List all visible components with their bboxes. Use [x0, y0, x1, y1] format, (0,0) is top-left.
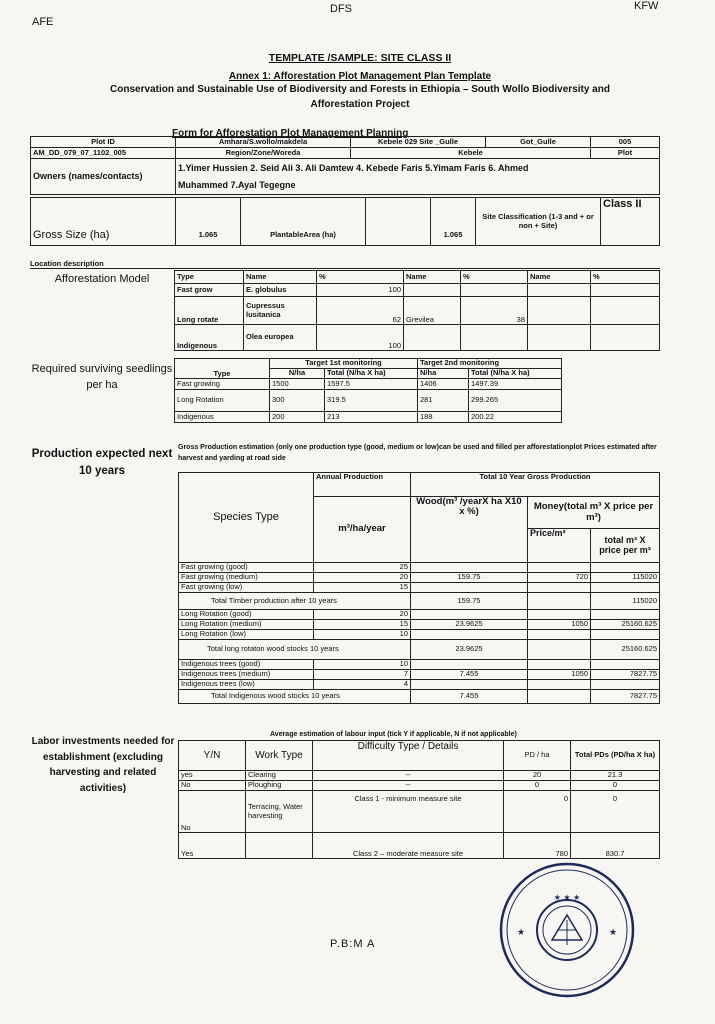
header-right: KFW — [634, 0, 659, 12]
col-name: Name — [244, 271, 317, 284]
col-nha: N/ha — [270, 369, 325, 379]
header-center: DFS — [330, 3, 352, 15]
table-row: Indigenous 200 213 188 200.22 — [175, 412, 661, 423]
production-note: Gross Production estimation (only one production type (good, medium or low)can be used and filled per afforestationplot Prices estimated after harvest and yarding at road side — [178, 444, 657, 462]
plot-label: Plot — [591, 148, 660, 159]
owners-line-1: 1.Yimer Hussien 2. Seid Ali 3. Ali Damtew 4. Kebede Faris 5.Yimam Faris 6. Ahmed — [178, 163, 529, 174]
plantable-area-value: 1.065 — [431, 198, 476, 246]
table-row: yes Clearing -- 20 21.3 — [179, 771, 660, 781]
table-row: Indigenous trees (medium) 7 7.455 1050 7827.75 — [179, 670, 660, 680]
col-price: Price/m³ — [528, 529, 591, 563]
labor-label: Labor investments needed for establishment (excluding harvesting and related activities) — [31, 736, 175, 794]
project-title-line2: Afforestation Project — [310, 99, 410, 110]
location-label: Location description — [30, 259, 104, 268]
plot-number: 005 — [591, 137, 660, 148]
owners-label: Owners (names/contacts) — [31, 159, 176, 195]
col-total-2: Total (N/ha X ha) — [469, 369, 562, 379]
official-seal-icon — [497, 860, 637, 1000]
afforestation-table — [174, 270, 660, 351]
table-row: Fast growing (medium) 20 159.75 720 115020 — [179, 573, 660, 583]
region-label: Region/Zone/Woreda — [176, 148, 351, 159]
labor-table — [178, 740, 660, 859]
plot-info-table — [30, 136, 660, 195]
svg-text:★: ★ — [517, 928, 526, 938]
table-row: Fast grow E. globulus 100 — [175, 284, 660, 297]
table-row: Fast growing (low) 15 — [179, 583, 660, 593]
col-target-2: Target 2nd monitoring — [418, 359, 562, 369]
gross-size-value: 1.065 — [176, 198, 241, 246]
table-row: Yes Class 2 – moderate measure site 780 830.7 — [179, 833, 660, 859]
col-nha-2: N/ha — [418, 369, 469, 379]
col-wood: Wood(m³ /yearX ha X10 x %) — [411, 497, 528, 563]
header-left: AFE — [32, 16, 54, 28]
table-row: Fast growing 1500 1597.5 1406 1497.39 — [175, 379, 661, 390]
col-money: Money(total m³ X price per m³) — [528, 497, 660, 529]
form-title: Form for Afforestation Plot Management Planning — [172, 128, 409, 139]
col-pd: PD / ha — [504, 741, 571, 771]
table-row: Long Rotation (medium) 15 23.9625 1050 25160.625 — [179, 620, 660, 630]
col-total: Total (N/ha X ha) — [325, 369, 418, 379]
plot-id-value: AM_DD_079_07_1102_005 — [31, 148, 176, 159]
table-row: Long Rotation (low) 10 — [179, 630, 660, 640]
table-row: Total long rotaton wood stocks 10 years 23.9625 25160.625 — [179, 640, 660, 660]
seedlings-label: Required surviving seedlings per ha — [31, 363, 173, 391]
col-pct: % — [317, 271, 404, 284]
col-total-pds: Total PDs (PD/ha X ha) — [571, 741, 660, 771]
annex-title: Annex 1: Afforestation Plot Management Plan Template — [228, 71, 492, 82]
plot-id-label: Plot ID — [31, 137, 176, 148]
project-title-line1: Conservation and Sustainable Use of Biodiversity and Forests in Ethiopia – South Wollo Biodiversity and — [110, 84, 610, 95]
table-row: Indigenous trees (low) 4 — [179, 680, 660, 690]
table-row: Indigenous trees (good) 10 — [179, 660, 660, 670]
size-table — [30, 197, 660, 246]
col-total-price: total m³ X price per m³ — [591, 529, 660, 563]
seedlings-table — [174, 358, 660, 423]
owners-value — [176, 159, 660, 195]
col-species: Species Type — [179, 473, 314, 563]
kebele-value: Kebele 029 Site _Gulle — [351, 137, 486, 148]
gross-size-label: Gross Size (ha) — [31, 198, 176, 246]
site-class-label: Site Classification (1-3 and + or non + Site) — [476, 198, 601, 246]
col-type: Type — [175, 271, 244, 284]
table-row: Long Rotation 300 319.5 281 299.265 — [175, 390, 661, 412]
col-name-2: Name — [404, 271, 461, 284]
table-row: Total Indigenous wood stocks 10 years 7.455 7827.75 — [179, 690, 660, 704]
template-title: TEMPLATE /SAMPLE: SITE CLASS II — [268, 52, 452, 64]
svg-text:★ ★ ★: ★ ★ ★ — [553, 893, 581, 902]
col-difficulty: Difficulty Type / Details — [313, 741, 504, 771]
col-work: Work Type — [246, 741, 313, 771]
table-row: No Ploughing -- 0 0 — [179, 781, 660, 791]
svg-text:★: ★ — [609, 928, 618, 938]
production-table — [178, 472, 660, 704]
region-value: Amhara/S.wollo/makdela — [176, 137, 351, 148]
production-label: Production expected next 10 years — [31, 448, 173, 477]
col-type: Type — [175, 359, 270, 379]
col-target-1: Target 1st monitoring — [270, 359, 418, 369]
table-row: Long rotate Cupressus lusitanica 62 Grevilea 38 — [175, 297, 660, 325]
col-total-10: Total 10 Year Gross Production — [411, 473, 660, 497]
site-class-value: Class II — [601, 198, 660, 246]
got-value: Got_Gulle — [486, 137, 591, 148]
table-row: Fast growing (good) 25 — [179, 563, 660, 573]
table-row: Long Rotation (good) 20 — [179, 610, 660, 620]
col-m3: m³/ha/year — [314, 497, 411, 563]
col-pct-2: % — [461, 271, 528, 284]
col-name-3: Name — [528, 271, 591, 284]
table-row: Indigenous Olea europea 100 — [175, 325, 660, 351]
plantable-area-label: PlantableArea (ha) — [241, 198, 366, 246]
owners-line-2: Muhammed 7.Ayal Tegegne — [178, 179, 296, 190]
col-annual: Annual Production — [314, 473, 411, 497]
col-pct-3: % — [591, 271, 660, 284]
afforestation-model-label: Afforestation Model — [54, 273, 150, 285]
footer-initials: P.B:M A — [330, 938, 376, 950]
col-yn: Y/N — [179, 741, 246, 771]
table-row: No Terracing, Water harvesting Class 1 - minimum measure site 0 0 — [179, 791, 660, 833]
kebele-label: Kebele — [351, 148, 591, 159]
table-row: Total Timber production after 10 years 159.75 115020 — [179, 593, 660, 610]
labor-note: Average estimation of labour input (tick Y if applicable, N if not applicable) — [270, 731, 517, 738]
